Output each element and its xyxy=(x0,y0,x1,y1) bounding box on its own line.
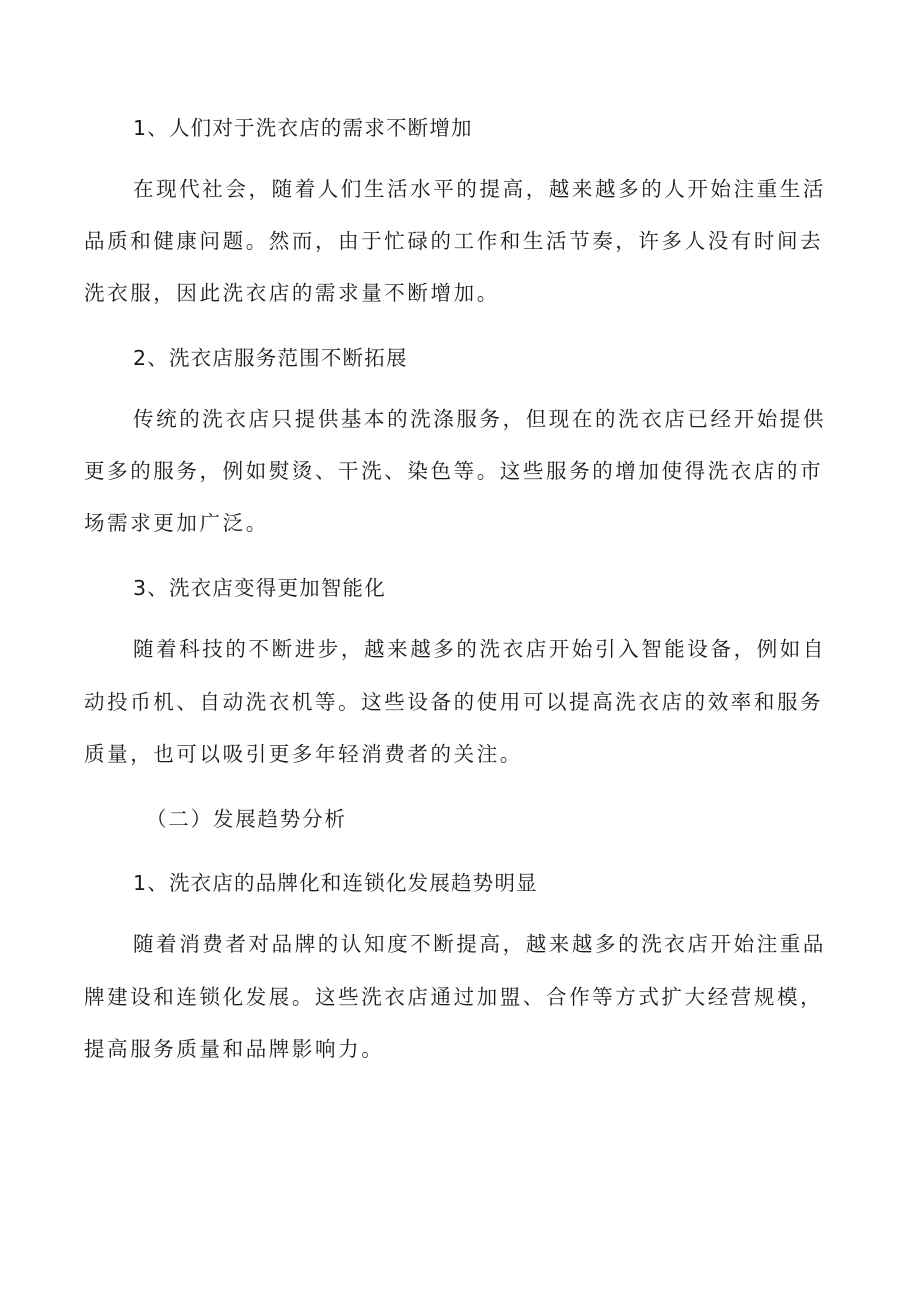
paragraph-line: 随着消费者对品牌的认知度不断提高，越来越多的洗衣店开始注重品 xyxy=(133,932,826,956)
heading-branding-chain: 1、洗衣店的品牌化和连锁化发展趋势明显 xyxy=(133,871,538,895)
paragraph-line: 动投币机、自动洗衣机等。这些设备的使用可以提高洗衣店的效率和服务 xyxy=(84,690,824,714)
paragraph-line: 品质和健康问题。然而，由于忙碌的工作和生活节奏，许多人没有时间去 xyxy=(84,229,824,253)
paragraph-line: 传统的洗衣店只提供基本的洗涤服务，但现在的洗衣店已经开始提供 xyxy=(133,407,826,431)
paragraph-line: 在现代社会，随着人们生活水平的提高，越来越多的人开始注重生活 xyxy=(133,177,826,201)
paragraph-line: 质量，也可以吸引更多年轻消费者的关注。 xyxy=(84,742,523,766)
section-title-trend-analysis: （二）发展趋势分析 xyxy=(146,807,347,831)
heading-intelligent: 3、洗衣店变得更加智能化 xyxy=(133,576,386,600)
paragraph-line: 更多的服务，例如熨烫、干洗、染色等。这些服务的增加使得洗衣店的市 xyxy=(84,459,824,483)
heading-service-expansion: 2、洗衣店服务范围不断拓展 xyxy=(133,346,408,370)
paragraph-line: 洗衣服，因此洗衣店的需求量不断增加。 xyxy=(84,281,500,305)
paragraph-line: 提高服务质量和品牌影响力。 xyxy=(84,1037,385,1061)
paragraph-line: 牌建设和连锁化发展。这些洗衣店通过加盟、合作等方式扩大经营规模， xyxy=(84,985,824,1009)
paragraph-line: 场需求更加广泛。 xyxy=(84,511,269,535)
paragraph-line: 随着科技的不断进步，越来越多的洗衣店开始引入智能设备，例如自 xyxy=(133,637,826,661)
heading-demand-increase: 1、人们对于洗衣店的需求不断增加 xyxy=(133,116,473,140)
